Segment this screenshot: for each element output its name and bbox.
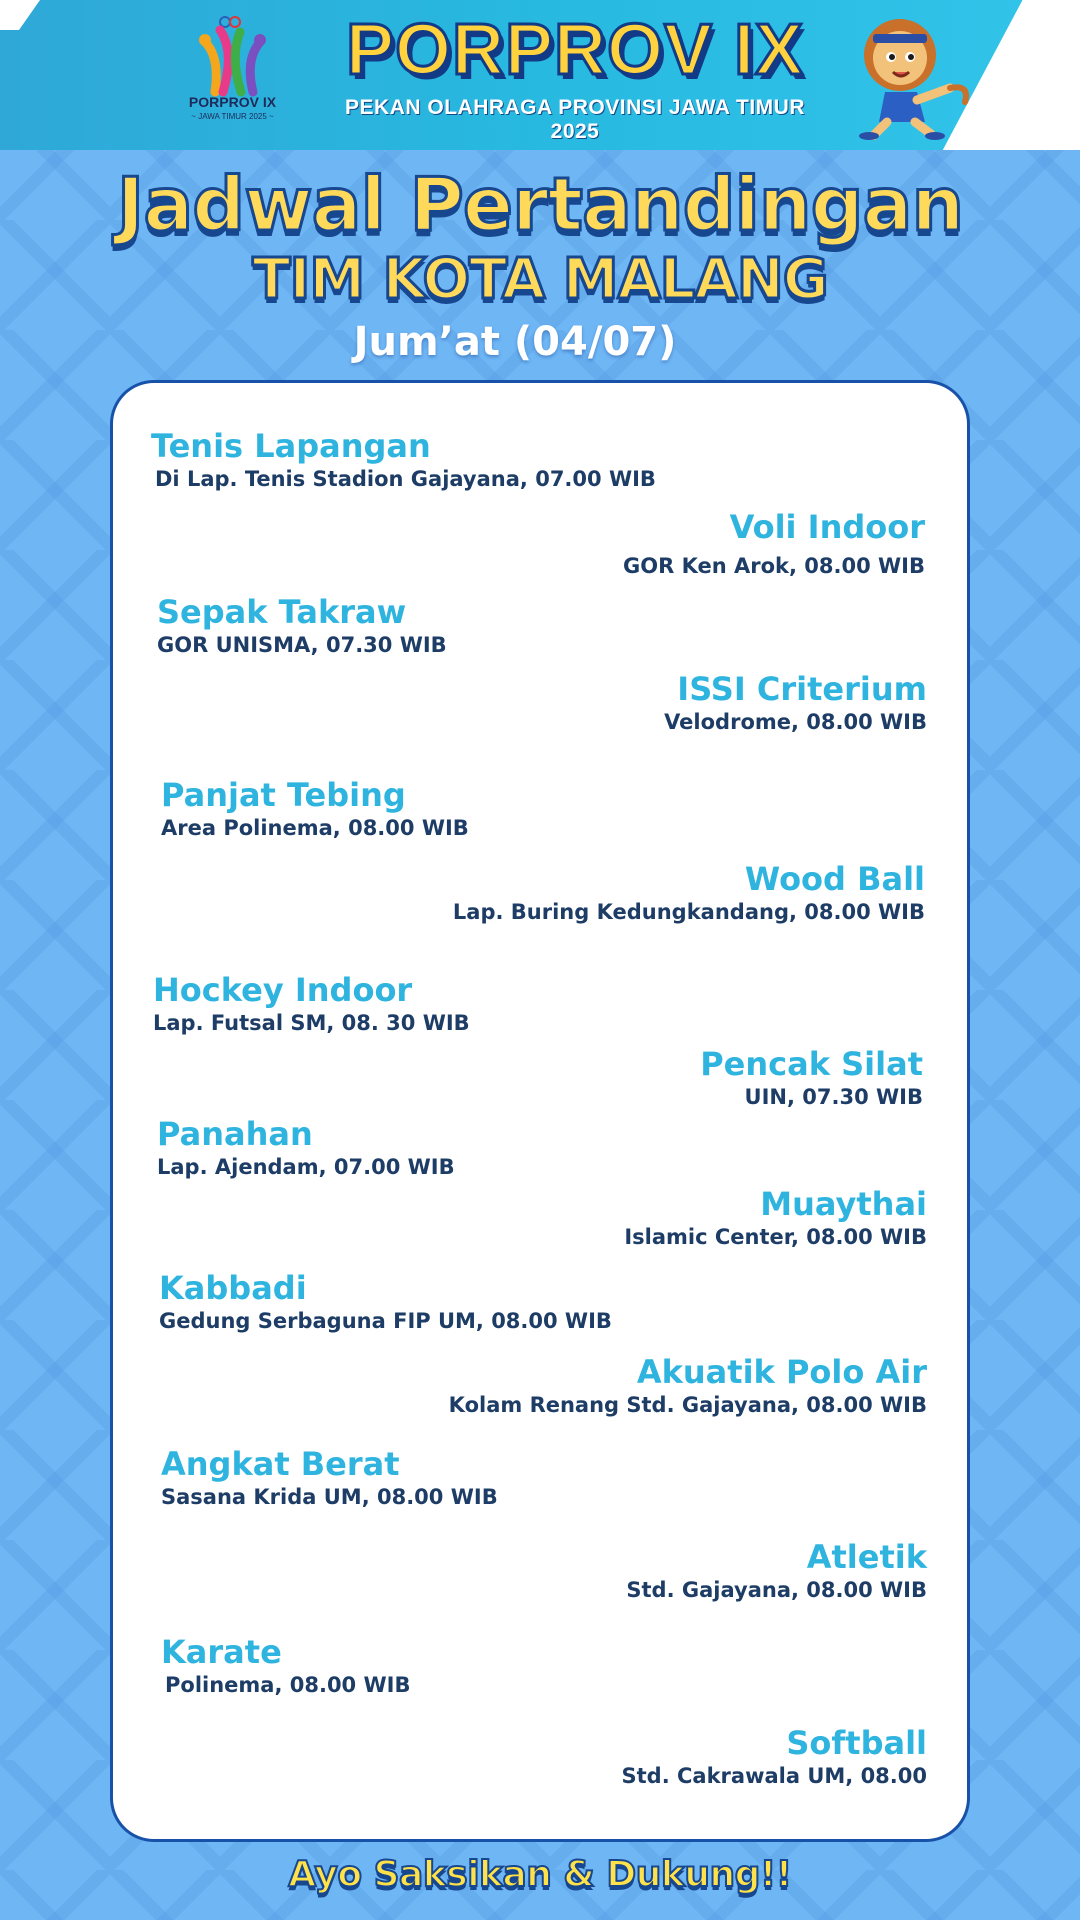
event-name: Panjat Tebing [161, 776, 406, 814]
event-item [151, 427, 656, 493]
event-item [624, 1185, 927, 1251]
team-title: TIM KOTA MALANG [252, 247, 828, 312]
event-item [449, 1353, 927, 1419]
porprov-logo-icon [175, 12, 290, 97]
event-venue: Area Polinema, 08.00 WIB [161, 816, 469, 840]
event-item [153, 971, 470, 1037]
event-venue: Lap. Futsal SM, 08. 30 WIB [153, 1011, 470, 1035]
event-venue: Islamic Center, 08.00 WIB [624, 1225, 927, 1249]
event-name: Softball [786, 1724, 927, 1762]
event-item [157, 1115, 455, 1181]
brand-title: PORPROV IX [345, 10, 805, 90]
porprov-logo [175, 12, 290, 132]
event-name: Karate [161, 1633, 282, 1671]
event-venue: Di Lap. Tenis Stadion Gajayana, 07.00 WIB [155, 467, 656, 491]
event-item [700, 1045, 923, 1111]
event-venue: Std. Gajayana, 08.00 WIB [626, 1578, 927, 1602]
footer-cta: Ayo Saksikan & Dukung!! [288, 1854, 792, 1895]
event-name: ISSI Criterium [677, 670, 927, 708]
event-venue: Lap. Buring Kedungkandang, 08.00 WIB [452, 900, 925, 924]
event-venue: Gedung Serbaguna FIP UM, 08.00 WIB [159, 1309, 612, 1333]
header-corner-decoration [0, 0, 61, 30]
event-name: Akuatik Polo Air [636, 1353, 927, 1391]
event-venue: Kolam Renang Std. Gajayana, 08.00 WIB [448, 1393, 927, 1417]
event-venue: Polinema, 08.00 WIB [165, 1673, 411, 1697]
event-item [623, 508, 925, 580]
event-name: Tenis Lapangan [151, 427, 431, 465]
event-name: Atletik [806, 1538, 927, 1576]
event-item [626, 1538, 927, 1604]
logo-text: PORPROV IX [188, 94, 277, 110]
page-title: Jadwal Pertandingan [116, 162, 964, 248]
event-name: Angkat Berat [161, 1445, 400, 1483]
brand-subtitle: PEKAN OLAHRAGA PROVINSI JAWA TIMUR 2025 [345, 96, 805, 143]
event-item [161, 776, 469, 842]
event-venue: Sasana Krida UM, 08.00 WIB [161, 1485, 498, 1509]
event-item [622, 1724, 927, 1790]
header-banner [0, 0, 1080, 150]
event-name: Wood Ball [744, 860, 925, 898]
schedule-card [110, 380, 970, 1842]
event-venue: UIN, 07.30 WIB [744, 1085, 923, 1109]
event-venue: Velodrome, 08.00 WIB [664, 710, 927, 734]
lion-mascot [855, 10, 980, 140]
event-item [157, 593, 447, 659]
event-item [161, 1633, 410, 1699]
event-name: Panahan [157, 1115, 313, 1153]
event-venue: Lap. Ajendam, 07.00 WIB [157, 1155, 455, 1179]
event-venue: GOR Ken Arok, 08.00 WIB [623, 554, 925, 578]
event-item [159, 1269, 612, 1335]
event-venue: Std. Cakrawala UM, 08.00 [621, 1764, 927, 1788]
event-name: Muaythai [760, 1185, 927, 1223]
event-item [161, 1445, 498, 1511]
lion-mascot-icon [855, 10, 980, 140]
logo-subtext: ~ JAWA TIMUR 2025 ~ [191, 112, 274, 121]
event-name: Kabbadi [159, 1269, 307, 1307]
event-item [664, 670, 927, 736]
event-item [453, 860, 925, 926]
event-name: Hockey Indoor [153, 971, 413, 1009]
event-name: Pencak Silat [700, 1045, 923, 1083]
event-name: Voli Indoor [729, 508, 925, 546]
schedule-date: Jum’at (04/07) [353, 319, 677, 365]
event-venue: GOR UNISMA, 07.30 WIB [157, 633, 447, 657]
event-name: Sepak Takraw [157, 593, 407, 631]
